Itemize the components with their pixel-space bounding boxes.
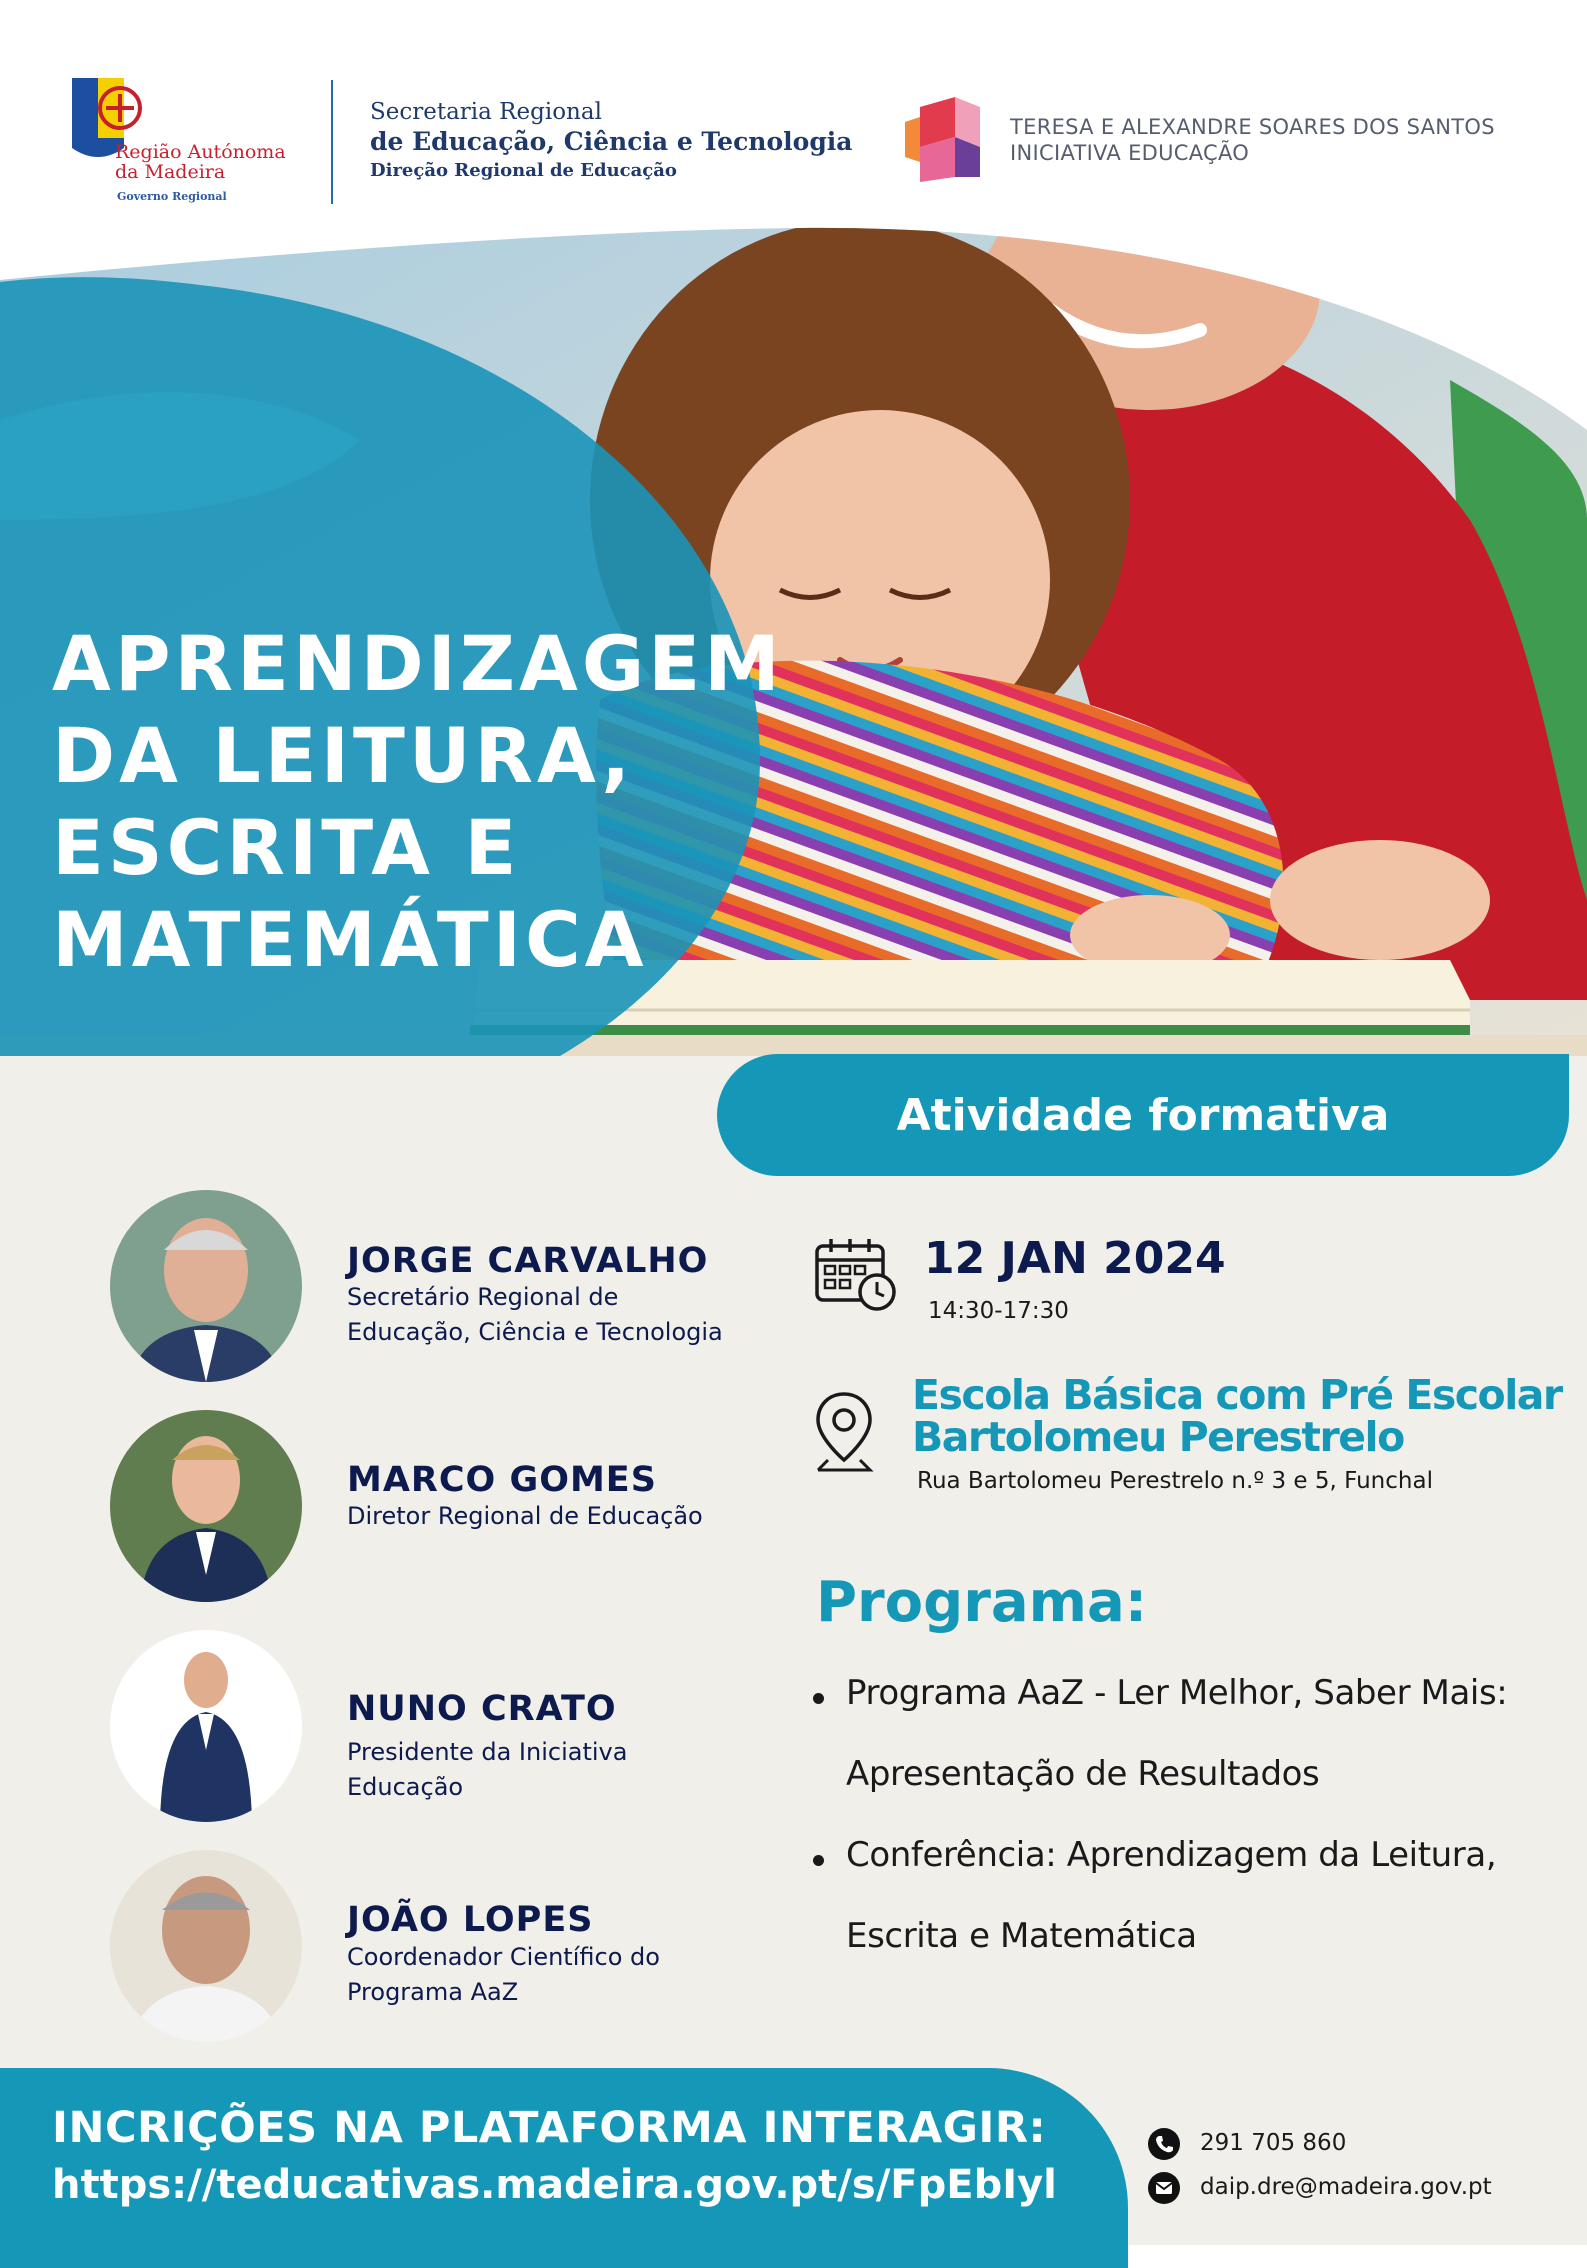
secretaria-line1: Secretaria Regional [370,99,602,125]
secretaria-line2: de Educação, Ciência e Tecnologia [370,127,853,156]
atividade-label: Atividade formativa [896,1090,1390,1141]
programa-item-line2: Apresentação de Resultados [846,1754,1320,1794]
speaker-role [347,1735,627,1805]
event-address: Rua Bartolomeu Perestrelo n.º 3 e 5, Funchal [917,1468,1433,1494]
hero-title-line: APRENDIZAGEM [52,619,784,708]
hero-title-line: DA LEITURA, [52,711,635,800]
speaker-role [347,1499,703,1534]
iniciativa-line2: INICIATIVA EDUCAÇÃO [1010,141,1250,165]
speaker-role-line: Programa AaZ [347,1978,519,2006]
registration-title: INCRIÇÕES NA PLATAFORMA INTERAGIR: [52,2103,1047,2153]
speaker-name: NUNO CRATO [347,1689,617,1729]
iniciativa-line1: TERESA E ALEXANDRE SOARES DOS SANTOS [1010,115,1495,139]
speaker-role [347,1940,660,2010]
hero-title [52,618,784,986]
speaker-name: JORGE CARVALHO [347,1241,709,1281]
email-icon [1148,2172,1180,2204]
speaker-role-line: Presidente da Iniciativa [347,1738,628,1766]
event-school-line1: Escola Básica com Pré Escolar [912,1371,1562,1419]
contact-email[interactable]: daip.dre@madeira.gov.pt [1200,2174,1492,2200]
speaker-photo-nuno-crato [110,1630,302,1822]
programa-item-line1: Programa AaZ - Ler Melhor, Saber Mais: [846,1673,1508,1713]
location-pin-icon [812,1390,876,1476]
header [0,0,1587,225]
madeira-name-line1: Região Autónoma [115,141,286,163]
secretaria-line3: Direção Regional de Educação [370,160,677,181]
event-date: 12 JAN 2024 [924,1233,1226,1284]
speaker-photo-joao-lopes [110,1850,302,2042]
bullet-icon [813,1693,824,1704]
speaker-role-line: Educação [347,1773,464,1801]
event-time: 14:30-17:30 [928,1298,1069,1324]
madeira-government-label: Governo Regional [117,190,227,203]
registration-link[interactable]: https://teducativas.madeira.gov.pt/s/FpEbIyl [52,2162,1057,2208]
speaker-photo-jorge-carvalho [110,1190,302,1382]
speaker-role-line: Coordenador Científico do [347,1943,660,1971]
programa-item-line2: Escrita e Matemática [846,1916,1197,1956]
header-divider [331,80,333,204]
speaker-role-line: Secretário Regional de [347,1283,619,1311]
programa-title: Programa: [816,1570,1148,1635]
hero-title-line: ESCRITA E [52,803,521,892]
contact-phone[interactable]: 291 705 860 [1200,2130,1347,2156]
speaker-photo-marco-gomes [110,1410,302,1602]
speaker-role [347,1280,723,1350]
hero-title-line: MATEMÁTICA [52,895,648,984]
madeira-name [115,142,286,182]
phone-icon [1148,2128,1180,2160]
speaker-name: MARCO GOMES [347,1460,657,1500]
speaker-role-line: Diretor Regional de Educação [347,1502,703,1530]
iniciativa-educacao-logo-icon [900,92,990,187]
speaker-name: JOÃO LOPES [347,1900,594,1940]
bullet-icon [813,1855,824,1866]
speaker-role-line: Educação, Ciência e Tecnologia [347,1318,723,1346]
madeira-name-line2: da Madeira [115,161,226,183]
calendar-icon [813,1236,899,1312]
event-school-line2: Bartolomeu Perestrelo [912,1413,1404,1461]
programa-item-line1: Conferência: Aprendizagem da Leitura, [846,1835,1497,1875]
